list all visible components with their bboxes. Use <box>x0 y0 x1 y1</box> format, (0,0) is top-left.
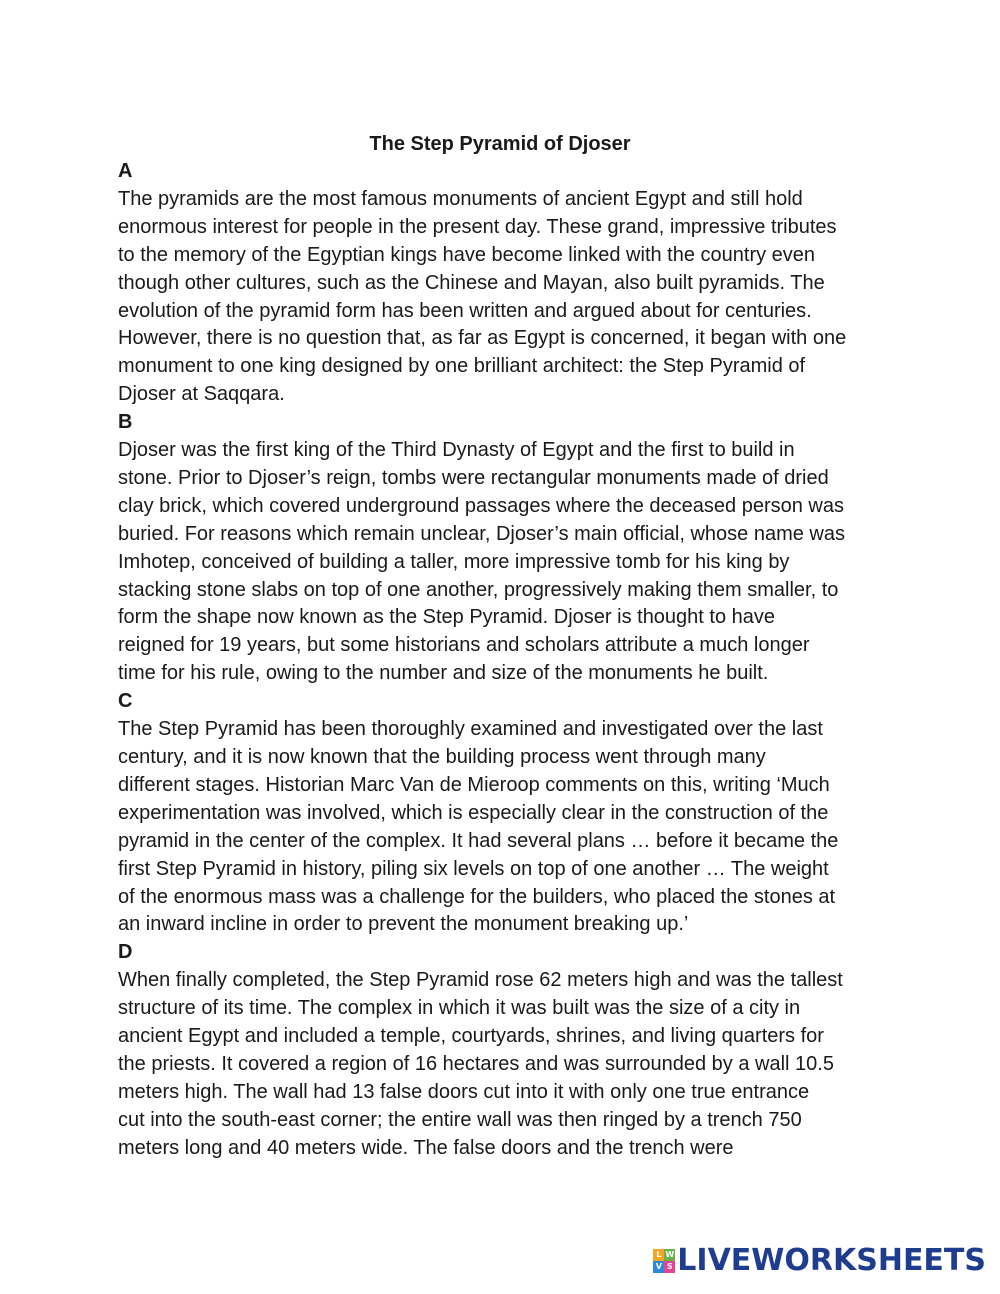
text-line: ancient Egypt and included a temple, courtyards, shrines, and living quarters for <box>118 1025 824 1048</box>
section-letter: B <box>118 411 133 434</box>
text-line: century, and it is now known that the building process went through many <box>118 745 766 768</box>
text-line: stone. Prior to Djoser’s reign, tombs were rectangular monuments made of dried <box>118 466 829 489</box>
text-line: meters long and 40 meters wide. The false doors and the trench were <box>118 1136 734 1159</box>
section-paragraph <box>118 186 898 409</box>
text-line: different stages. Historian Marc Van de Mieroop comments on this, writing ‘Much <box>118 773 830 796</box>
text-line: the priests. It covered a region of 16 hectares and was surrounded by a wall 10.5 <box>118 1052 834 1075</box>
text-line: reigned for 19 years, but some historians and scholars attribute a much longer <box>118 634 810 657</box>
text-line: though other cultures, such as the Chinese and Mayan, also built pyramids. The <box>118 271 825 294</box>
text-line: The Step Pyramid has been thoroughly examined and investigated over the last <box>118 718 823 741</box>
brand-wordmark: LIVEWORKSHEETS <box>677 1243 986 1278</box>
text-line: Djoser was the first king of the Third Dynasty of Egypt and the first to build in <box>118 439 795 462</box>
section-letter: C <box>118 690 133 713</box>
liveworksheets-logo-icon: L W V S <box>653 1249 675 1273</box>
text-line: Imhotep, conceived of building a taller, more impressive tomb for his king by <box>118 550 790 573</box>
section-d <box>118 939 898 1162</box>
section-paragraph <box>118 967 898 1162</box>
text-line: When finally completed, the Step Pyramid rose 62 meters high and was the tallest <box>118 969 843 992</box>
text-line: buried. For reasons which remain unclear, Djoser’s main official, whose name was <box>118 522 846 545</box>
document-body <box>118 158 898 1163</box>
text-line: time for his rule, owing to the number and size of the monuments he built. <box>118 662 769 685</box>
text-line: experimentation was involved, which is especially clear in the construction of the <box>118 801 829 824</box>
section-a <box>118 158 898 409</box>
text-line: However, there is no question that, as far as Egypt is concerned, it began with one <box>118 327 847 350</box>
section-c <box>118 688 898 939</box>
text-line: of the enormous mass was a challenge for the builders, who placed the stones at <box>118 885 836 908</box>
text-line: stacking stone slabs on top of one another, progressively making them smaller, to <box>118 578 839 601</box>
text-line: Djoser at Saqqara. <box>118 383 285 406</box>
text-line: meters high. The wall had 13 false doors cut into it with only one true entrance <box>118 1080 810 1103</box>
text-line: first Step Pyramid in history, piling six levels on top of one another … The weight <box>118 857 829 880</box>
text-line: monument to one king designed by one brilliant architect: the Step Pyramid of <box>118 355 806 378</box>
section-letter: D <box>118 941 133 964</box>
text-line: cut into the south-east corner; the entire wall was then ringed by a trench 750 <box>118 1108 802 1131</box>
text-line: structure of its time. The complex in which it was built was the size of a city in <box>118 997 801 1020</box>
section-letter: A <box>118 160 133 182</box>
text-line: form the shape now known as the Step Pyramid. Djoser is thought to have <box>118 606 776 629</box>
section-paragraph <box>118 716 898 939</box>
text-line: an inward incline in order to prevent the monument breaking up.’ <box>118 913 689 936</box>
text-line: clay brick, which covered underground passages where the deceased person was <box>118 494 844 517</box>
section-paragraph <box>118 437 898 688</box>
text-line: enormous interest for people in the present day. These grand, impressive tributes <box>118 215 837 238</box>
page-title: The Step Pyramid of Djoser <box>369 133 631 155</box>
text-line: pyramid in the center of the complex. It had several plans … before it became the <box>118 829 839 852</box>
section-b <box>118 409 898 688</box>
text-line: evolution of the pyramid form has been written and argued about for centuries. <box>118 299 812 322</box>
text-line: to the memory of the Egyptian kings have become linked with the country even <box>118 243 816 266</box>
text-line: The pyramids are the most famous monuments of ancient Egypt and still hold <box>118 187 803 210</box>
liveworksheets-logo <box>653 1243 986 1278</box>
